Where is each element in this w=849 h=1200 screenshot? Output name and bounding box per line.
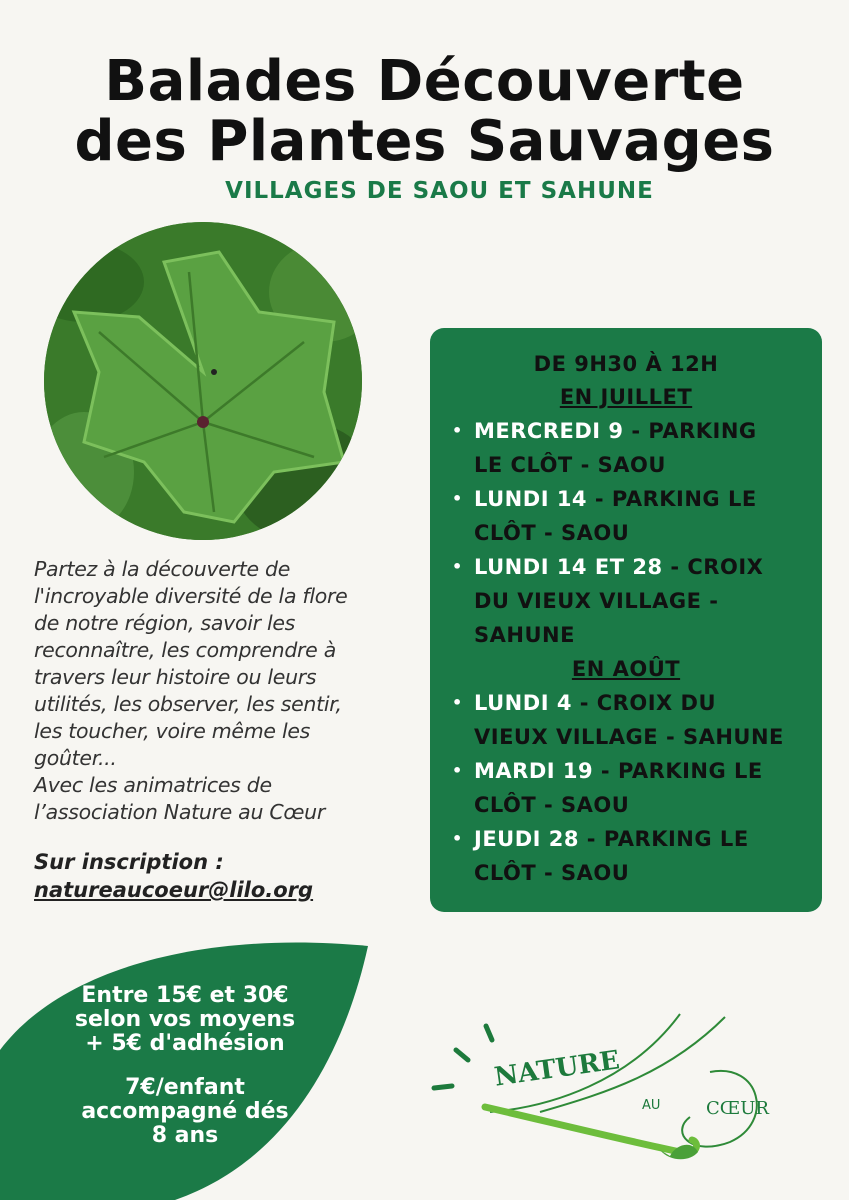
date-place: VIEUX VILLAGE - SAHUNE [474, 725, 784, 749]
date-place: SAHUNE [474, 623, 575, 647]
poster-title [0, 49, 849, 174]
list-item [430, 414, 822, 482]
intro-line: utilités, les observer, les sentir, [34, 692, 342, 716]
price-info [40, 984, 330, 1148]
intro-text [34, 556, 414, 826]
intro-line: Partez à la découverte de [34, 557, 291, 581]
list-item [430, 482, 822, 550]
subtitle: VILLAGES DE SAOU ET SAHUNE [225, 178, 654, 204]
date-day: MERCREDI 9 [474, 419, 624, 443]
date-place: - PARKING LE [587, 487, 757, 511]
intro-line: de notre région, savoir les [34, 611, 296, 635]
intro-line: travers leur histoire ou leurs [34, 665, 317, 689]
date-place: CLÔT - SAOU [474, 793, 630, 817]
date-place: DU VIEUX VILLAGE - [474, 589, 719, 613]
price-line: selon vos moyens [74, 1007, 296, 1032]
price-line: 8 ans [151, 1123, 219, 1148]
title-line-2: des Plantes Sauvages [74, 109, 775, 174]
date-place: - CROIX [662, 555, 764, 579]
signup-block [34, 848, 394, 904]
price-line: + 5€ d'adhésion [85, 1031, 285, 1056]
schedule-panel [430, 328, 822, 912]
date-day: LUNDI 14 [474, 487, 588, 511]
price-line: 7€/enfant [125, 1075, 245, 1100]
august-dates-list [430, 686, 822, 890]
list-item [430, 550, 822, 652]
intro-line: goûter... [34, 746, 117, 770]
plant-photo [44, 222, 362, 540]
date-day: LUNDI 4 [474, 691, 572, 715]
list-item [430, 686, 822, 754]
price-line: accompagné dés [81, 1099, 289, 1124]
logo-word-coeur: CŒUR [706, 1098, 769, 1119]
july-dates-list [430, 414, 822, 652]
date-place: CLÔT - SAOU [474, 861, 630, 885]
nature-au-coeur-logo [430, 1012, 775, 1187]
signup-email-link[interactable]: natureaucoeur@lilo.org [34, 878, 314, 902]
date-place: CLÔT - SAOU [474, 521, 630, 545]
intro-line: Avec les animatrices de [34, 773, 272, 797]
intro-line: les toucher, voire même les [34, 719, 311, 743]
date-place: - PARKING LE [593, 759, 763, 783]
schedule-hours: DE 9H30 À 12H [533, 352, 719, 376]
date-place: - PARKING LE [579, 827, 749, 851]
date-place: LE CLÔT - SAOU [474, 453, 666, 477]
title-line-1: Balades Découverte [104, 49, 745, 114]
intro-line: reconnaître, les comprendre à [34, 638, 336, 662]
price-line: Entre 15€ et 30€ [81, 983, 289, 1008]
leaf-illustration [44, 222, 362, 540]
date-day: LUNDI 14 ET 28 [474, 555, 663, 579]
intro-line: l’association Nature au Cœur [34, 800, 325, 824]
list-item [430, 754, 822, 822]
date-place: - CROIX DU [571, 691, 717, 715]
logo-word-au: AU [642, 1098, 661, 1113]
date-day: MARDI 19 [474, 759, 594, 783]
month-label-august: EN AOÛT [571, 657, 681, 681]
logo-word-nature: NATURE [492, 1045, 622, 1093]
list-item [430, 822, 822, 890]
signup-label: Sur inscription : [34, 850, 224, 874]
intro-line: l'incroyable diversité de la flore [34, 584, 348, 608]
date-day: JEUDI 28 [474, 827, 579, 851]
date-place: - PARKING [623, 419, 757, 443]
month-label-july: EN JUILLET [559, 385, 693, 409]
